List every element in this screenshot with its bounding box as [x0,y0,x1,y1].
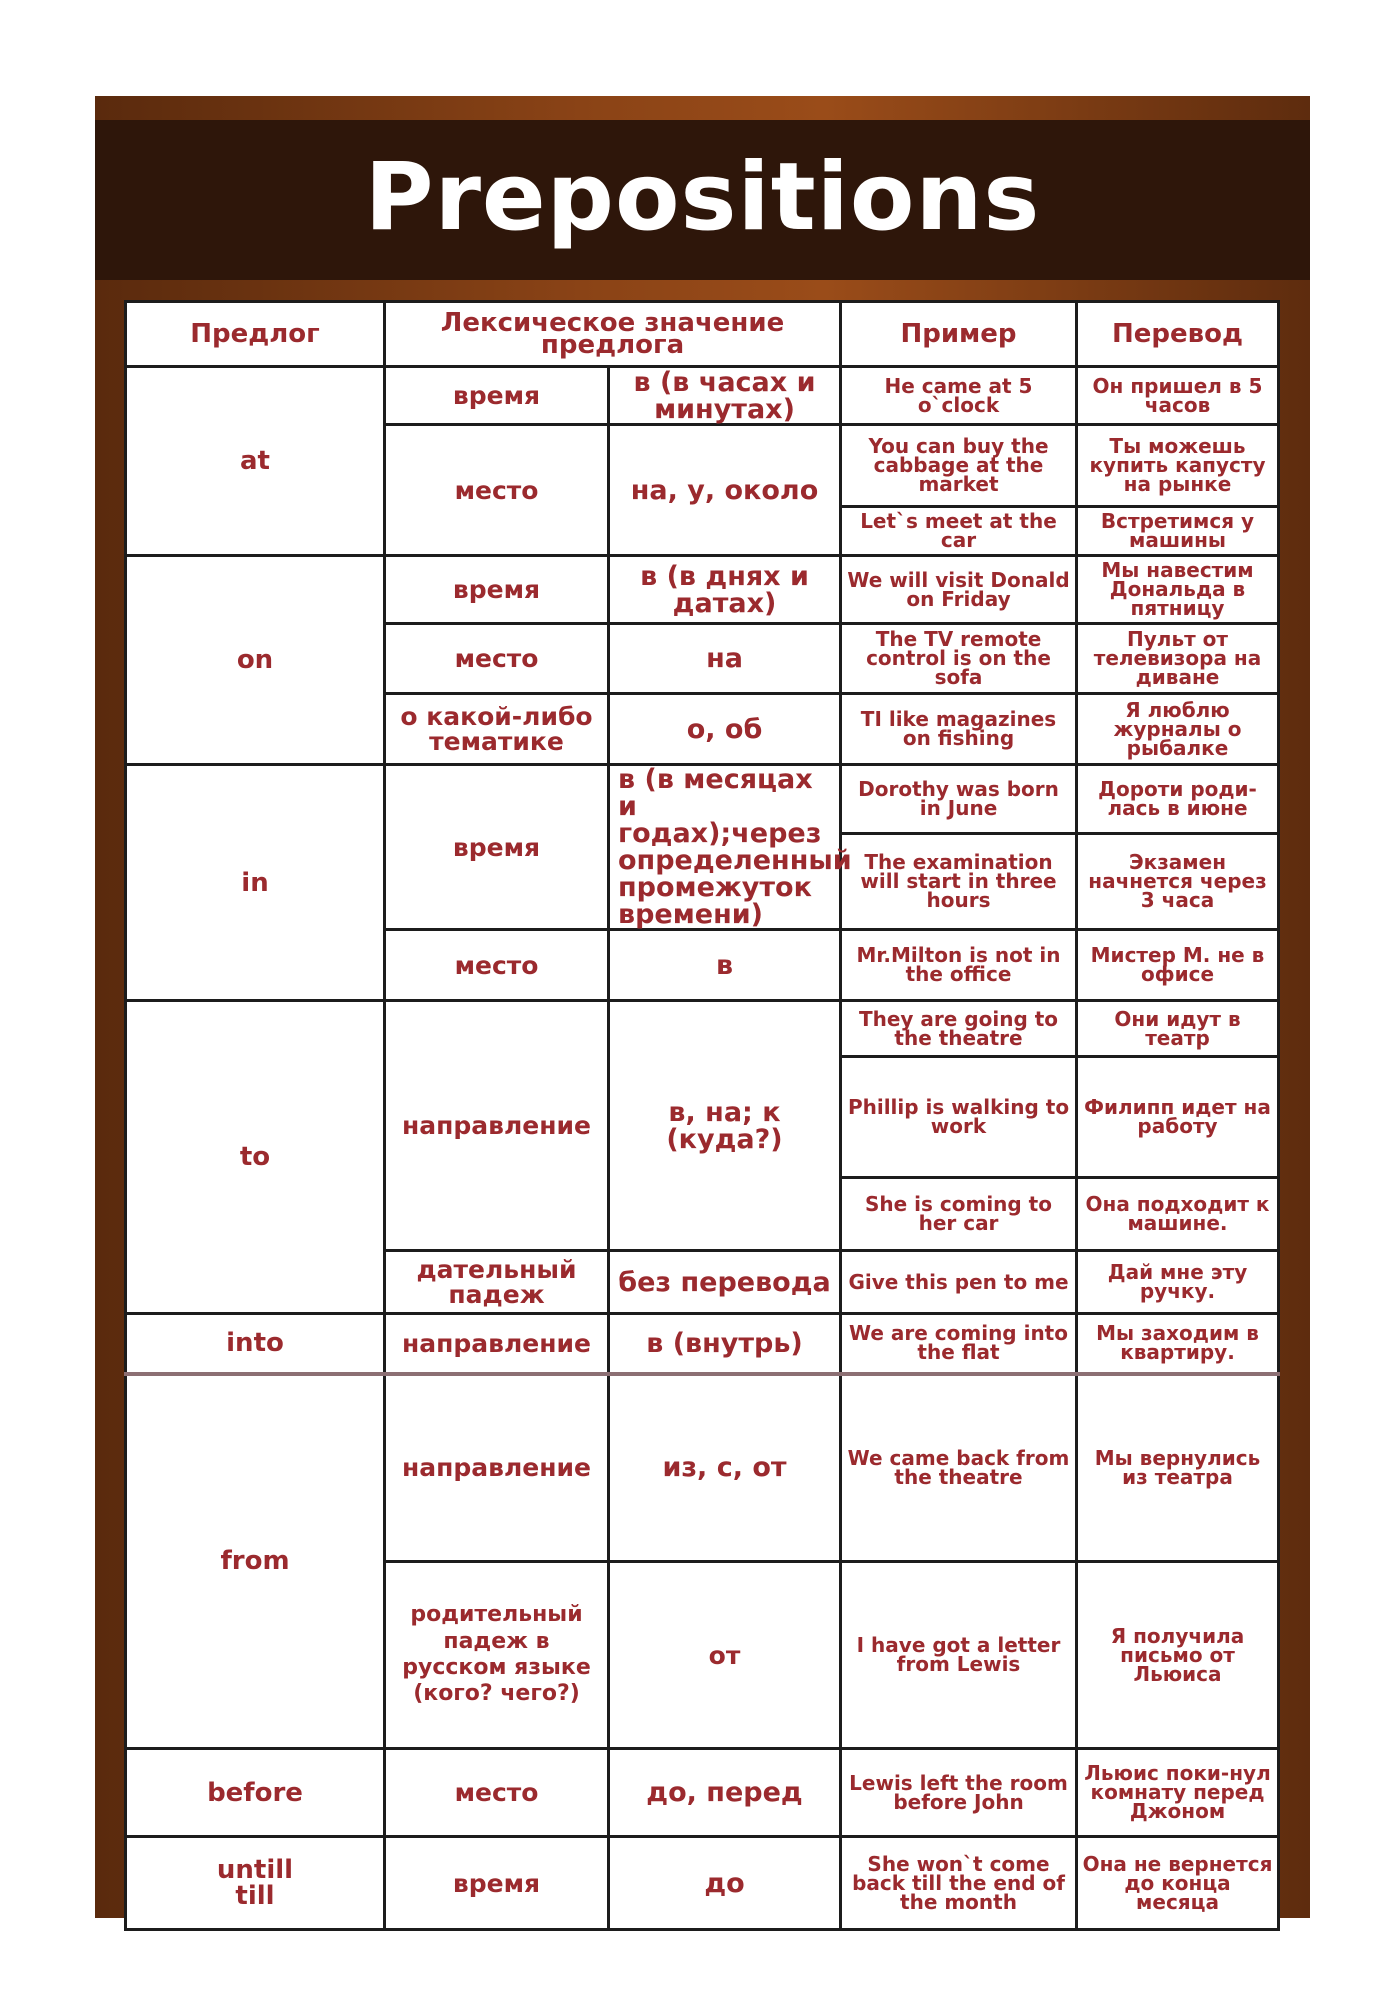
example-cell: Phillip is walking to work [841,1057,1077,1178]
translation-cell: Дай мне эту ручку. [1077,1251,1279,1314]
translation-cell: Мы заходим в квартиру. [1077,1314,1279,1374]
example-cell: The examination will start in three hours [841,833,1077,929]
meaning-label: время [385,367,609,425]
meaning-label: дательный падеж [385,1251,609,1314]
meaning-value: в [609,930,841,1001]
prep-until-line2: till [235,1881,275,1911]
meaning-label: направление [385,1314,609,1374]
meaning-value: из, с, от [609,1374,841,1562]
meaning-value: в (в месяцах и годах);через определенный промежуток времени) [609,765,841,930]
translation-cell: Филипп идет на работу [1077,1057,1279,1178]
translation-cell: Пульт от телевизора на диване [1077,624,1279,694]
table-header-row [126,302,1279,367]
example-cell: She won`t come back till the end of the month [841,1837,1077,1930]
translation-cell: Мы навестим Дональда в пятницу [1077,556,1279,624]
meaning-value: о, об [609,694,841,765]
meaning-label: место [385,624,609,694]
prep-on: on [126,556,385,765]
example-cell: Give this pen to me [841,1251,1077,1314]
example-cell: The TV remote control is on the sofa [841,624,1077,694]
translation-cell: Встретимся у машины [1077,507,1279,556]
translation-cell: Льюис поки-нул комнату перед Джоном [1077,1749,1279,1837]
prepositions-table-wrap [124,300,1277,1914]
translation-cell: Они идут в театр [1077,1001,1279,1057]
prep-at: at [126,367,385,556]
example-cell: I have got a letter from Lewis [841,1562,1077,1749]
meaning-value: от [609,1562,841,1749]
table-row [126,556,1279,624]
meaning-value: в (в днях и датах) [609,556,841,624]
example-cell: We will visit Donald on Friday [841,556,1077,624]
example-cell: You can buy the cabbage at the market [841,425,1077,507]
table-row [126,1749,1279,1837]
example-cell: They are going to the theatre [841,1001,1077,1057]
table-row [126,1314,1279,1374]
meaning-label: о какой-либо тематике [385,694,609,765]
translation-cell: Ты можешь купить капусту на рынке [1077,425,1279,507]
prep-into: into [126,1314,385,1374]
header-meaning: Лексическое значение предлога [385,302,841,367]
meaning-value: в, на; к (куда?) [609,1001,841,1251]
example-cell: Let`s meet at the car [841,507,1077,556]
example-cell: We are coming into the flat [841,1314,1077,1374]
meaning-label: направление [385,1001,609,1251]
header-translation: Перевод [1077,302,1279,367]
prep-until-line1: untill [216,1855,294,1885]
meaning-label: направление [385,1374,609,1562]
example-cell: TI like magazines on fishing [841,694,1077,765]
meaning-label: время [385,1837,609,1930]
meaning-label: время [385,765,609,930]
example-cell: We came back from the theatre [841,1374,1077,1562]
translation-cell: Я получила письмо от Льюиса [1077,1562,1279,1749]
header-example: Пример [841,302,1077,367]
prep-before: before [126,1749,385,1837]
meaning-label: место [385,930,609,1001]
translation-cell: Она подходит к машине. [1077,1178,1279,1251]
example-cell: She is coming to her car [841,1178,1077,1251]
translation-cell: Я люблю журналы о рыбалке [1077,694,1279,765]
translation-cell: Дороти роди-лась в июне [1077,765,1279,834]
example-cell: Lewis left the room before John [841,1749,1077,1837]
translation-cell: Мы вернулись из театра [1077,1374,1279,1562]
meaning-value: без перевода [609,1251,841,1314]
meaning-value: на, у, около [609,425,841,556]
table-row [126,1374,1279,1562]
table-row [126,1001,1279,1057]
header-preposition: Предлог [126,302,385,367]
meaning-label: место [385,425,609,556]
prepositions-table [124,300,1280,1931]
meaning-value: на [609,624,841,694]
prep-until [126,1837,385,1930]
prep-in: in [126,765,385,1001]
example-cell: He came at 5 o`clock [841,367,1077,425]
meaning-label: время [385,556,609,624]
meaning-value: в (в часах и минутах) [609,367,841,425]
example-cell: Mr.Milton is not in the office [841,930,1077,1001]
translation-cell: Она не вернется до конца месяца [1077,1837,1279,1930]
translation-cell: Он пришел в 5 часов [1077,367,1279,425]
meaning-value: до, перед [609,1749,841,1837]
example-cell: Dorothy was born in June [841,765,1077,834]
table-row [126,765,1279,834]
meaning-label: место [385,1749,609,1837]
translation-cell: Экзамен начнется через 3 часа [1077,833,1279,929]
prep-to: to [126,1001,385,1314]
prep-from: from [126,1374,385,1749]
page-title: Prepositions [364,143,1041,252]
meaning-label: родительный падеж в русском языке (кого? чего?) [385,1562,609,1749]
table-row [126,1837,1279,1930]
meaning-value: до [609,1837,841,1930]
table-row [126,367,1279,425]
meaning-value: в (внутрь) [609,1314,841,1374]
translation-cell: Мистер М. не в офисе [1077,930,1279,1001]
